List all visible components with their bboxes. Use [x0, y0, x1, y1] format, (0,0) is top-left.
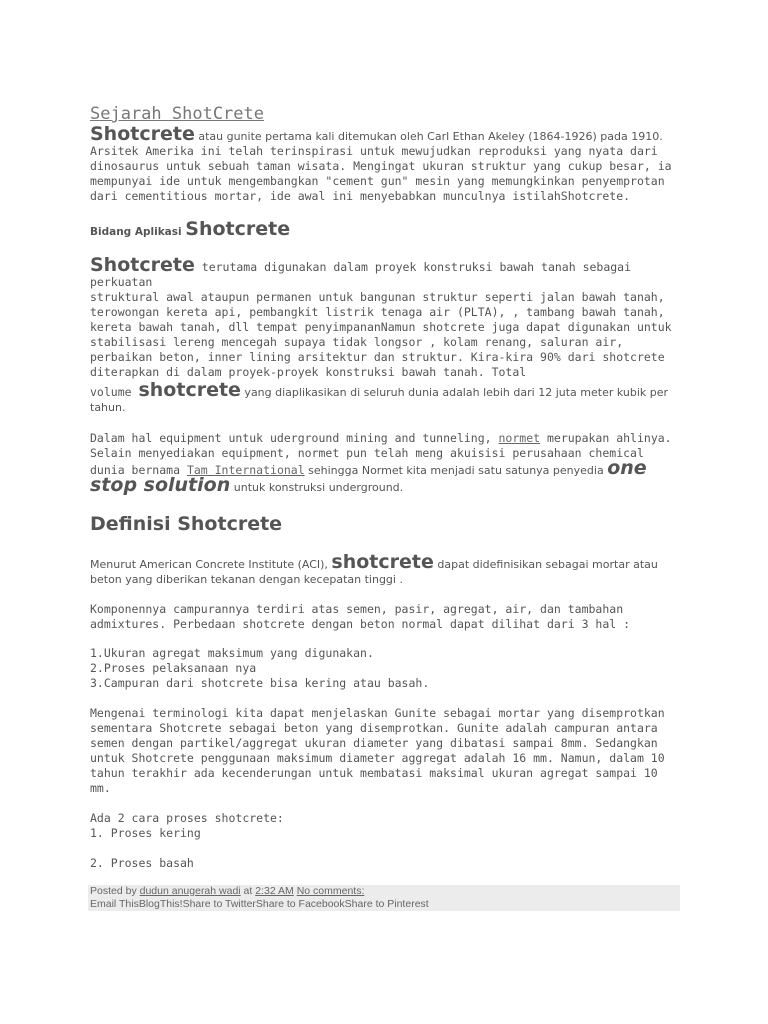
- keyword-shotcrete: shotcrete: [331, 551, 434, 573]
- process-list: [90, 811, 680, 871]
- definition-pre: Menurut American Concrete Institute (ACI),: [90, 558, 332, 571]
- post-meta: [88, 885, 680, 898]
- keyword-shotcrete: Shotcrete: [90, 123, 195, 145]
- one-stop-solution: one stop solution: [90, 457, 647, 496]
- paragraph-application: [90, 254, 680, 380]
- application-line1: terutama digunakan dalam proyek konstruksi bawah tanah sebagai perkuatan: [90, 260, 632, 289]
- posted-by-label: Posted by: [90, 885, 140, 897]
- list-item: 1.Ukuran agregat maksimum yang digunakan.: [90, 646, 374, 660]
- list-item: 2. Proses basah: [90, 856, 194, 870]
- share-links[interactable]: Email ThisBlogThis!Share to TwitterShare to FacebookShare to Pinterest: [90, 898, 429, 910]
- list-item: 1. Proses kering: [90, 826, 201, 840]
- paragraph-definition: [90, 551, 680, 587]
- paragraph-components: Komponennya campurannya terdiri atas semen, pasir, agregat, air, dan tambahan admixtures. Perbedaan shotcrete dengan beton normal dapat dilihat dari 3 hal :: [90, 602, 631, 631]
- normet-c: sehingga Normet kita menjadi satu satunya penyedia: [304, 464, 608, 477]
- blog-post: [90, 104, 680, 871]
- difference-list: [90, 646, 680, 691]
- history-rest: Arsitek Amerika ini telah terinspirasi untuk mewujudkan reproduksi yang nyata dari dinosaurus untuk sebuah taman wisata. Mengingat ukuran struktur yang cukup besar, ia mempunyai ide untuk mengembangkan "cement gun" mesin yang memungkinkan penyemprotan dari cementitious mortar, ide awal ini menyebabkan munculnya istilahShotcrete.: [90, 144, 672, 203]
- post-footer: [88, 885, 680, 911]
- list-item: 2.Proses pelaksanaan nya: [90, 661, 257, 675]
- post-title[interactable]: Sejarah ShotCrete: [90, 104, 264, 124]
- at-label: at: [240, 885, 256, 897]
- normet-a: Dalam hal equipment untuk uderground mining and tunneling,: [90, 431, 499, 445]
- heading-definisi: Definisi Shotcrete: [90, 513, 283, 535]
- volume-post: yang diaplikasikan di seluruh dunia adalah lebih dari 12 juta meter kubik per tahun.: [90, 386, 669, 414]
- volume-pre: volume: [90, 385, 139, 399]
- paragraph-normet: [90, 431, 680, 495]
- comments-link[interactable]: No comments:: [296, 885, 365, 897]
- author-link[interactable]: dudun anugerah wadi: [139, 885, 241, 897]
- definition-post: dapat didefinisikan sebagai mortar atau beton yang diberikan tekanan dengan kecepatan tinggi .: [90, 558, 658, 586]
- link-tam-international[interactable]: Tam International: [186, 463, 305, 477]
- keyword-shotcrete: shotcrete: [138, 379, 241, 401]
- keyword-shotcrete: Shotcrete: [90, 254, 195, 276]
- history-line1: atau gunite pertama kali ditemukan oleh Carl Ethan Akeley (1864-1926) pada 1910.: [194, 130, 663, 143]
- bidang-big: Shotcrete: [185, 218, 291, 240]
- paragraph-volume: [90, 379, 680, 415]
- link-normet[interactable]: normet: [498, 431, 541, 445]
- application-rest: struktural awal ataupun permanen untuk bangunan struktur seperti jalan bawah tanah, terowongan kereta api, pembangkit listrik tenaga air (PLTA), , tambang bawah tanah, kereta bawah tanah, dll tempat penyimpananNamun shotcrete juga dapat digunakan untuk stabilisasi lereng mencegah supaya tidak longsor , kolam renang, saluran air, perbaikan beton, inner lining arsitektur dan struktur. Kira-kira 90% dari shotcrete diterapkan di dalam proyek-proyek konstruksi bawah tanah. Total: [90, 290, 672, 379]
- paragraph-history: [90, 123, 680, 204]
- process-intro: Ada 2 cara proses shotcrete:: [90, 811, 284, 825]
- paragraph-terminology: Mengenai terminologi kita dapat menjelaskan Gunite sebagai mortar yang disemprotkan sementara Shotcrete sebagai beton yang disemprotkan. Gunite adalah campuran antara semen dengan partikel/aggregat ukuran diameter yang dibatasi sampai 8mm. Sedangkan untuk Shotcrete penggunaan maksimum diameter aggregat adalah 16 mm. Namun, dalam 10 tahun terakhir ada kecenderungan untuk membatasi maksimal ukuran agregat sampai 10 mm.: [90, 706, 665, 795]
- timestamp-link[interactable]: 2:32 AM: [255, 885, 294, 897]
- normet-b: merupakan ahlinya. Selain menyediakan equipment, normet pun telah meng akuisisi perusahaan chemical dunia bernama: [90, 431, 672, 477]
- heading-bidang-aplikasi: [90, 218, 680, 240]
- normet-d: untuk konstruksi underground.: [230, 481, 404, 494]
- bidang-small: Bidang Aplikasi: [90, 226, 186, 238]
- list-item: 3.Campuran dari shotcrete bisa kering atau basah.: [90, 676, 430, 690]
